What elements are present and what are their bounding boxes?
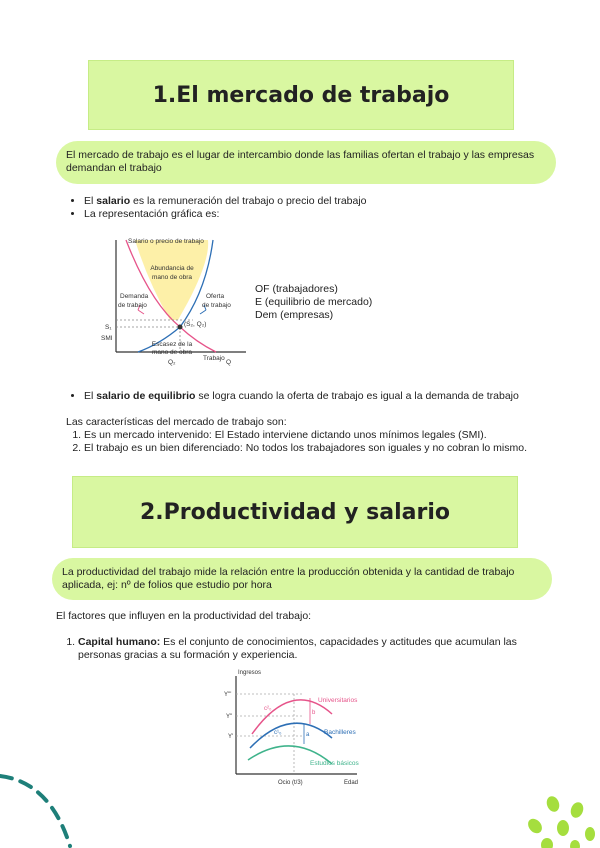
y1-tick: Y' (228, 734, 234, 740)
shortage-label-1: Escasez de la (151, 341, 193, 348)
labour-market-chart (98, 232, 248, 367)
factors-list (60, 636, 520, 661)
q-label: Q (226, 359, 232, 366)
green-dots-decoration (515, 790, 600, 848)
x-tick-ocio: Ocio (t/3) (278, 780, 303, 786)
demand-label-1: Demanda (120, 293, 149, 300)
section1-title: 1.El mercado de trabajo (152, 82, 450, 108)
characteristics-intro: Las características del mercado de trabajo son: (66, 416, 287, 428)
section2-title: 2.Productividad y salario (140, 499, 450, 525)
earnings-education-chart (222, 668, 372, 792)
series-label-universitarios: Universitarios (318, 697, 358, 704)
section1-definition: El mercado de trabajo es el lugar de intercambio donde las familias ofertan el trabajo y las empresas demandan el trabajo (56, 141, 556, 184)
equilibrium-bullet (66, 390, 536, 403)
series-label-estudios-basicos: Estudios básicos (310, 760, 359, 767)
supply-label-2: de trabajo (202, 302, 231, 309)
x-axis-title: Trabajo (203, 355, 225, 362)
surplus-label-2: mano de obra (151, 274, 193, 281)
a-label: a (306, 732, 310, 738)
section2-definition: La productividad del trabajo mide la relación entre la producción obtenida y la cantidad de trabajo aplicada, ej: nº de folios que estudio por hora (52, 558, 552, 600)
c2-label: c²₀ (264, 706, 272, 712)
list-item: • El salario de equilibrio se logra cuando la oferta de trabajo es igual a la demanda de trabajo (84, 390, 536, 403)
series-bachilleres (250, 723, 332, 748)
smi-label: SMI (101, 335, 113, 342)
surplus-label-1: Abundancia de (150, 265, 194, 272)
series-label-bachilleres: Bachilleres (324, 729, 356, 736)
legend-e: E (equilibrio de mercado) (255, 296, 373, 308)
list-item: 2. El trabajo es un bien diferenciado: No todos los trabajadores son iguales y no cobran lo mismo. (84, 442, 541, 455)
equilibrium-label: (S₂, Q₂) (184, 321, 207, 328)
shortage-label-2: mano de obra (151, 349, 193, 356)
s1-label: S₁ (105, 324, 112, 331)
c1-label: c¹₀ (274, 730, 282, 736)
equilibrium-point (178, 325, 183, 330)
factors-intro: El factores que influyen en la productividad del trabajo: (56, 610, 312, 622)
section1-title-box (88, 60, 514, 130)
y3-tick: Y''' (224, 692, 232, 698)
characteristics-list (66, 429, 541, 454)
b-label: b (312, 710, 316, 716)
list-item: 1. Es un mercado intervenido: El Estado interviene dictando unos mínimos legales (SMI). (84, 429, 541, 442)
list-item: 1. Capital humano: Es el conjunto de conocimientos, capacidades y actitudes que acumulan las personas gracias a su formación y experiencia. (78, 636, 520, 661)
chart-legend (255, 283, 372, 322)
y2-tick: Y'' (226, 714, 233, 720)
demand-label-2: de trabajo (118, 302, 147, 309)
supply-label-1: Oferta (206, 293, 225, 300)
q2-label: Q₂ (168, 359, 176, 366)
legend-dem: Dem (empresas) (255, 309, 334, 321)
section2-title-box (72, 476, 518, 548)
y-axis-title: Ingresos (238, 670, 262, 676)
teal-dashed-arc (0, 768, 90, 848)
section1-bullets (66, 195, 536, 220)
list-item: • El salario es la remuneración del trabajo o precio del trabajo (84, 195, 536, 208)
y-axis-title: Salario o precio de trabajo (128, 238, 204, 245)
list-item: • La representación gráfica es: (84, 208, 536, 221)
legend-of: OF (trabajadores) (255, 283, 338, 295)
x-axis-title: Edad (344, 780, 359, 786)
